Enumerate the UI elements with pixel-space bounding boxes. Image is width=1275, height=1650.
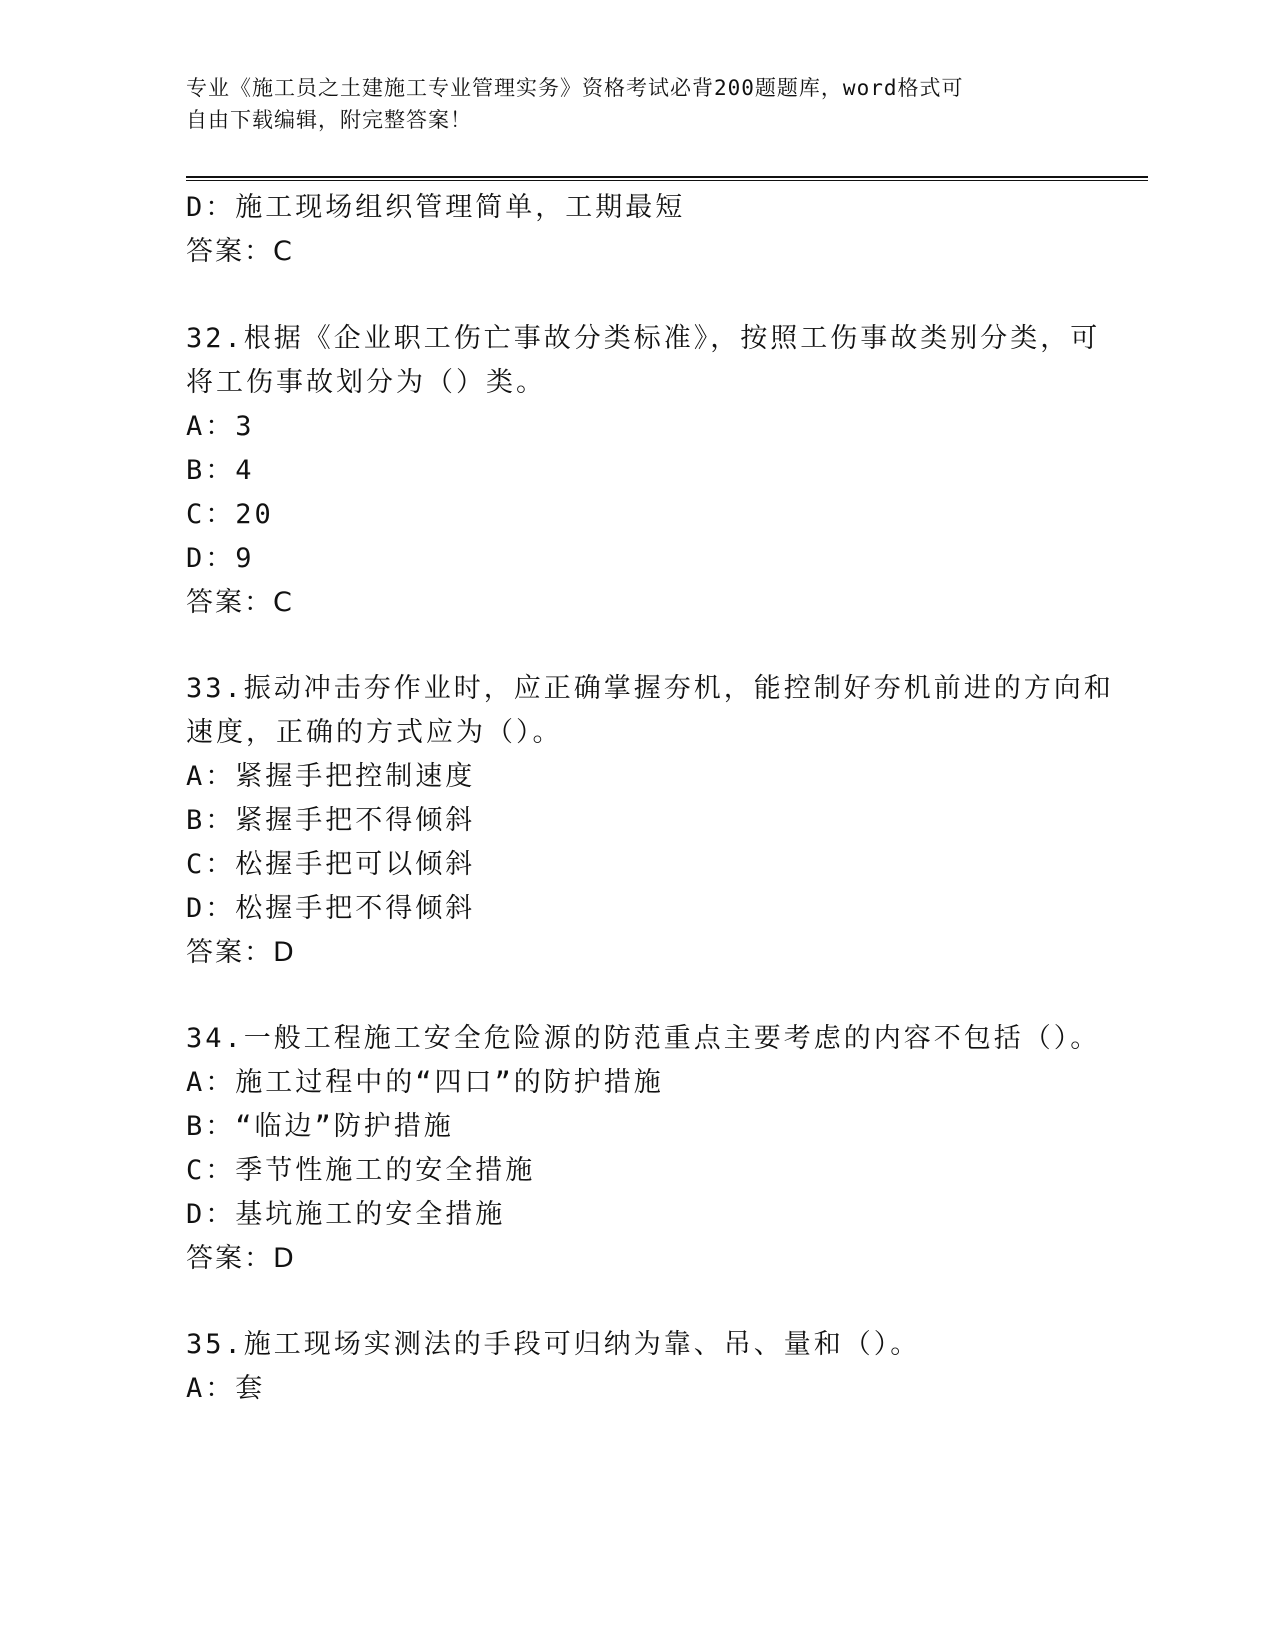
q34-stem-line-1: 34.一般工程施工安全危险源的防范重点主要考虑的内容不包括（）。	[186, 1023, 1101, 1054]
q33-option-a: A：紧握手把控制速度	[186, 761, 476, 792]
header-divider	[186, 176, 1148, 181]
q34-answer: 答案：D	[186, 1243, 296, 1274]
header-line-2: 自由下载编辑，附完整答案！	[186, 108, 472, 132]
q33-answer: 答案：D	[186, 937, 296, 968]
q32-answer: 答案：C	[186, 587, 294, 618]
q33-option-d: D：松握手把不得倾斜	[186, 893, 476, 924]
q33-stem-line-2: 速度，正确的方式应为（）。	[186, 717, 563, 748]
q32-option-b: B：4	[186, 455, 255, 486]
q32-option-a: A：3	[186, 411, 255, 442]
prev-option-d: D：施工现场组织管理简单，工期最短	[186, 192, 686, 223]
q32-stem-line-1: 32.根据《企业职工伤亡事故分类标准》，按照工伤事故类别分类，可	[186, 323, 1101, 354]
q34-option-a: A：施工过程中的“四口”的防护措施	[186, 1067, 664, 1098]
q35-option-a: A：套	[186, 1373, 266, 1404]
q33-option-b: B：紧握手把不得倾斜	[186, 805, 476, 836]
q34-option-b: B：“临边”防护措施	[186, 1111, 454, 1142]
q32-option-c: C：20	[186, 499, 274, 530]
q34-option-c: C：季节性施工的安全措施	[186, 1155, 536, 1186]
q32-option-d: D：9	[186, 543, 255, 574]
q32-stem-line-2: 将工伤事故划分为（）类。	[186, 367, 546, 398]
q33-stem-line-1: 33.振动冲击夯作业时，应正确掌握夯机，能控制好夯机前进的方向和	[186, 673, 1114, 704]
q34-option-d: D：基坑施工的安全措施	[186, 1199, 506, 1230]
header-line-1: 专业《施工员之土建施工专业管理实务》资格考试必背200题题库，word格式可	[186, 76, 964, 100]
document-header	[186, 72, 1066, 136]
q33-option-c: C：松握手把可以倾斜	[186, 849, 476, 880]
prev-answer: 答案：C	[186, 236, 294, 267]
q35-stem-line-1: 35.施工现场实测法的手段可归纳为靠、吊、量和（）。	[186, 1329, 921, 1360]
